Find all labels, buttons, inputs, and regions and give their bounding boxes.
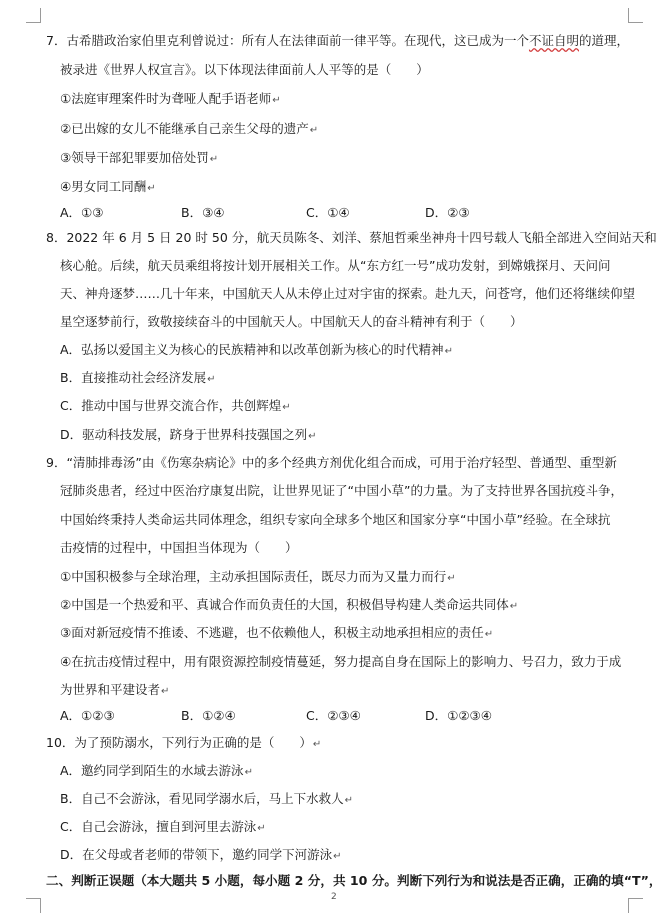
crop-mark-top-left [26, 8, 41, 23]
q7-option-a: A．①③ [60, 205, 104, 220]
q8-stem-line-3: 天、神舟逐梦……几十年来，中国航天人从未停止过对宇宙的探索。赴九天，问苍穹，他们还将继续仰望 [60, 286, 636, 301]
q9-item-1: ①中国积极参与全球治理，主动承担国际责任，既尽力而为又量力而行↵ [60, 569, 456, 584]
q8-stem-line-4: 星空逐梦前行，致敬接续奋斗的中国航天人。中国航天人的奋斗精神有利于（ ） [60, 314, 523, 329]
q10-choice-c: C．自己会游泳，擅自到河里去游泳↵ [60, 819, 266, 834]
paragraph-mark-icon: ↵ [209, 154, 219, 165]
crop-mark-bottom-right [628, 898, 643, 913]
q9-option-c: C．②③④ [306, 708, 361, 723]
q9-option-b: B．①②④ [181, 708, 236, 723]
q7-options [0, 205, 670, 221]
q9-stem-line-1: 9．“清肺排毒汤”由《伤寒杂病论》中的多个经典方剂优化组合而成，可用于治疗轻型、普通型、重型新 [46, 455, 617, 470]
q10-choice-a: A．邀约同学到陌生的水域去游泳↵ [60, 763, 253, 778]
paragraph-mark-icon: ↵ [509, 601, 519, 612]
paragraph-mark-icon: ↵ [484, 629, 494, 640]
section-2-heading: 二、判断正误题（本大题共 5 小题，每小题 2 分，共 10 分。判断下列行为和说法是否正确，正确的填“T”， [46, 873, 662, 888]
paragraph-mark-icon: ↵ [207, 374, 216, 385]
q10-choice-b: B．自己不会游泳，看见同学溺水后，马上下水救人↵ [60, 791, 353, 806]
paragraph-mark-icon: ↵ [282, 402, 291, 413]
paragraph-mark-icon: ↵ [308, 431, 317, 442]
q9-stem-line-3: 中国始终秉持人类命运共同体理念，组织专家向全球多个地区和国家分享“中国小草”经验。在全球抗 [60, 512, 611, 527]
q10-stem: 10．为了预防溺水，下列行为正确的是（ ）↵ [46, 735, 322, 750]
paragraph-mark-icon: ↵ [257, 823, 266, 834]
q7-item-1: ①法庭审理案件时为聋哑人配手语老师↵ [60, 91, 281, 106]
q9-item-2: ②中国是一个热爱和平、真诚合作而负责任的大国，积极倡导构建人类命运共同体↵ [60, 597, 519, 612]
q9-stem-line-2: 冠肺炎患者，经过中医治疗康复出院，让世界见证了“中国小草”的力量。为了支持世界各国抗疫斗争， [60, 483, 623, 498]
paragraph-mark-icon: ↵ [309, 125, 319, 136]
paragraph-mark-icon: ↵ [312, 739, 322, 750]
q10-choice-d: D．在父母或者老师的带领下，邀约同学下河游泳↵ [60, 847, 342, 862]
q9-option-a: A．①②③ [60, 708, 115, 723]
q8-choice-c: C．推动中国与世界交流合作，共创辉煌↵ [60, 398, 291, 413]
q7-option-c: C．①④ [306, 205, 350, 220]
spellcheck-underline: 不证自明 [528, 33, 579, 48]
paragraph-mark-icon: ↵ [444, 346, 453, 357]
paragraph-mark-icon: ↵ [244, 767, 253, 778]
q7-option-d: D．②③ [425, 205, 470, 220]
q8-choice-a: A．弘扬以爱国主义为核心的民族精神和以改革创新为核心的时代精神↵ [60, 342, 453, 357]
q8-stem-line-1: 8．2022 年 6 月 5 日 20 时 50 分，航天员陈冬、刘洋、蔡旭哲乘坐神舟十四号载人飞船全部进入空间站天和 [46, 230, 657, 245]
page-number: 2 [331, 892, 337, 902]
q7-item-4: ④男女同工同酬↵ [60, 179, 156, 194]
q8-choice-b: B．直接推动社会经济发展↵ [60, 370, 216, 385]
crop-mark-top-right [628, 8, 643, 23]
paragraph-mark-icon: ↵ [147, 183, 156, 194]
q9-stem-line-4: 击疫情的过程中，中国担当体现为（ ） [60, 540, 298, 555]
paragraph-mark-icon: ↵ [333, 851, 342, 862]
q7-option-b: B．③④ [181, 205, 225, 220]
crop-mark-bottom-left [26, 898, 41, 913]
paragraph-mark-icon: ↵ [161, 686, 170, 697]
q8-stem-line-2: 核心舱。后续，航天员乘组将按计划开展相关工作。从“东方红一号”成功发射，到嫦娥探月、天问问 [60, 258, 611, 273]
q7-stem-line-1: 7．古希腊政治家伯里克利曾说过：所有人在法律面前一律平等。在现代，这已成为一个不证自明的道理， [46, 33, 629, 48]
q9-option-d: D．①②③④ [425, 708, 492, 723]
q9-item-4-line-1: ④在抗击疫情过程中，用有限资源控制疫情蔓延，努力提高自身在国际上的影响力、号召力，致力于成 [60, 654, 622, 669]
q7-item-2: ②已出嫁的女儿不能继承自己亲生父母的遗产↵ [60, 121, 319, 136]
q7-item-3: ③领导干部犯罪要加倍处罚↵ [60, 150, 219, 165]
q7-stem-line-2: 被录进《世界人权宣言》。以下体现法律面前人人平等的是（ ） [60, 62, 429, 77]
paragraph-mark-icon: ↵ [272, 95, 281, 106]
q9-options [0, 708, 670, 724]
paragraph-mark-icon: ↵ [344, 795, 353, 806]
q9-item-3: ③面对新冠疫情不推诿、不逃避，也不依赖他人，积极主动地承担相应的责任↵ [60, 625, 494, 640]
paragraph-mark-icon: ↵ [447, 573, 456, 584]
q8-choice-d: D．驱动科技发展，跻身于世界科技强国之列↵ [60, 427, 317, 442]
q9-item-4-line-2: 为世界和平建设者↵ [60, 682, 170, 697]
